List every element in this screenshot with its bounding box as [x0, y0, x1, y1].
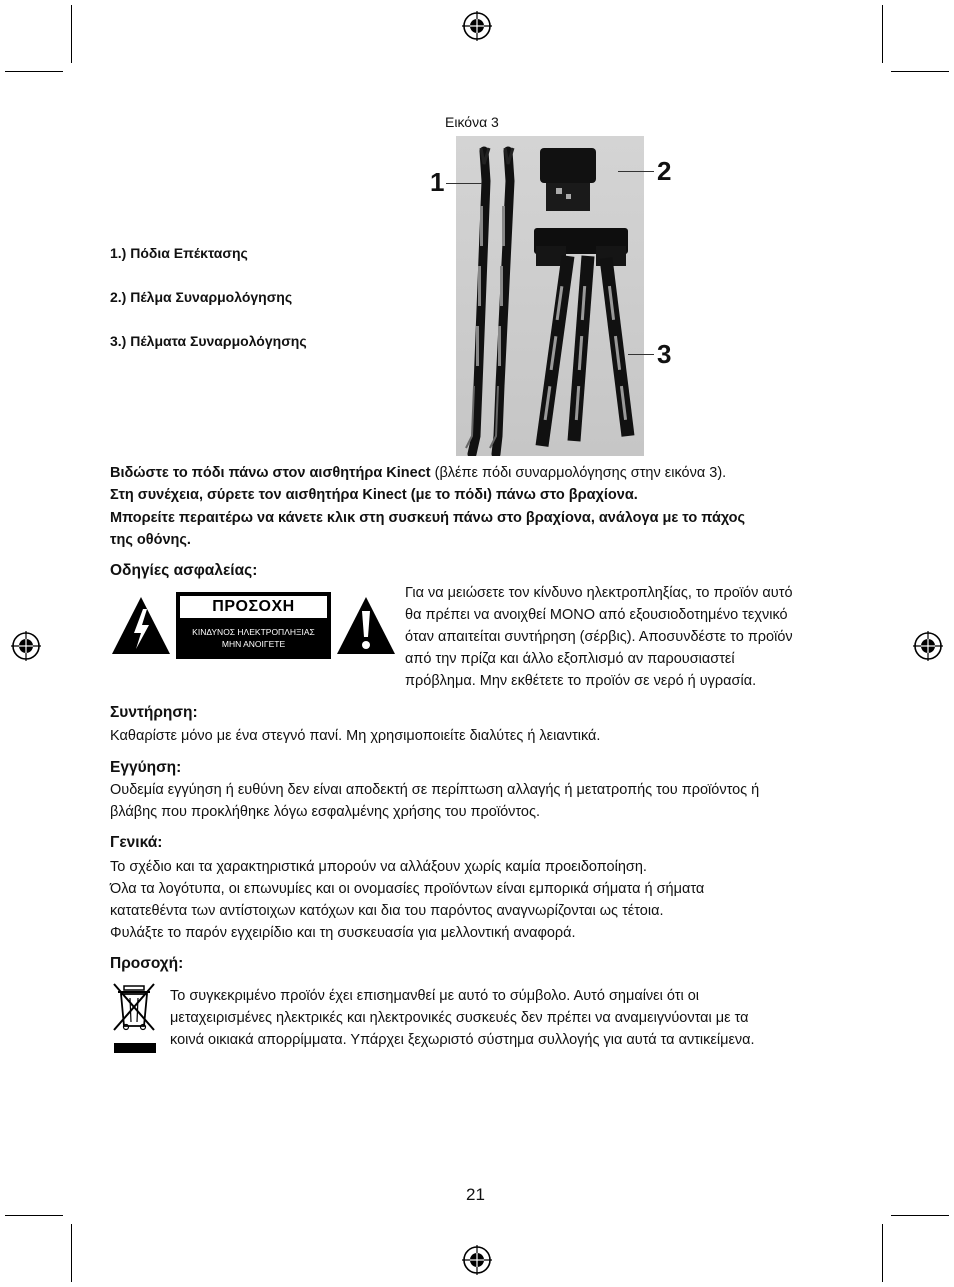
general-text-line-4: Φυλάξτε το παρόν εγχειρίδιο και τη συσκευασία για μελλοντική αναφορά. [110, 925, 576, 941]
electric-shock-warning-icon [110, 595, 172, 657]
warning-label-line-2: ΜΗΝ ΑΝΟΙΓΕΤΕ [221, 639, 286, 649]
instruction-line-1 [110, 462, 726, 484]
exclamation-warning-icon [335, 595, 397, 657]
safety-text-line-3: όταν απαιτείται συντήρηση (σέρβις). Αποσυνδέστε το προϊόν [405, 629, 793, 645]
safety-text-line-2: θα πρέπει να ανοιχθεί ΜΟΝΟ από εξουσιοδοτημένο τεχνικό [405, 607, 788, 623]
safety-text-line-5: πρόβλημα. Μην εκθέτετε το προϊόν σε νερό ή υγρασία. [405, 673, 757, 689]
crop-mark [71, 5, 72, 63]
weee-crossed-bin-icon [110, 980, 158, 1055]
callout-1: 1 [430, 167, 445, 197]
callout-2: 2 [657, 156, 672, 186]
caution-text-line-1: Το συγκεκριμένο προϊόν έχει επισημανθεί με αυτό το σύμβολο. Αυτό σημαίνει ότι οι [170, 988, 700, 1004]
instruction-line-1-rest: (βλέπε πόδι συναρμολόγησης στην εικόνα 3). [430, 465, 727, 481]
crop-mark [882, 5, 883, 63]
crop-mark [71, 1224, 72, 1282]
registration-mark-icon [462, 11, 492, 41]
warranty-text-line-1: Ουδεμία εγγύηση ή ευθύνη δεν είναι αποδεκτή σε περίπτωση αλλαγής ή μετατροπής του προϊόντος ή [110, 782, 760, 798]
warning-label-title: ΠΡΟΣΟΧΗ [180, 596, 327, 618]
warning-label [176, 592, 331, 659]
crop-mark [882, 1224, 883, 1282]
callout-3: 3 [657, 339, 672, 369]
caution-text-line-3: κοινά οικιακά απορρίμματα. Υπάρχει ξεχωριστό σύστημα συλλογής για αυτά τα αντικείμενα. [170, 1032, 755, 1048]
registration-mark-icon [11, 631, 41, 661]
part-item-1: 1.) Πόδια Επέκτασης [110, 245, 248, 261]
part-item-3: 3.) Πέλματα Συναρμολόγησης [110, 333, 307, 349]
mount-parts-illustration [456, 136, 644, 456]
crop-mark [5, 71, 63, 72]
callout-3-leader [628, 354, 654, 355]
crop-mark [891, 71, 949, 72]
general-heading: Γενικά: [110, 834, 163, 851]
registration-mark-icon [913, 631, 943, 661]
instruction-line-4: της οθόνης. [110, 532, 191, 548]
safety-text-line-4: από την πρίζα και άλλο εξοπλισμό αν παρουσιαστεί [405, 651, 735, 667]
instruction-line-1-bold: Βιδώστε το πόδι πάνω στον αισθητήρα Kinect [110, 465, 431, 481]
part-item-2: 2.) Πέλμα Συναρμολόγησης [110, 289, 293, 305]
warning-label-line-1: ΚΙΝΔΥΝΟΣ ΗΛΕΚΤΡΟΠΛΗΞΙΑΣ [192, 627, 315, 637]
product-photo [456, 136, 644, 456]
page-number: 21 [466, 1185, 485, 1204]
general-text-line-2: Όλα τα λογότυπα, οι επωνυμίες και οι ονομασίες προϊόντων είναι εμπορικά σήματα ή σήματα [110, 881, 705, 897]
safety-text-line-1: Για να μειώσετε τον κίνδυνο ηλεκτροπληξίας, το προϊόν αυτό [405, 585, 793, 601]
instruction-line-3: Μπορείτε περαιτέρω να κάνετε κλικ στη συσκευή πάνω στο βραχίονα, ανάλογα με το πάχος [110, 510, 746, 526]
registration-mark-icon [462, 1245, 492, 1275]
instruction-line-2: Στη συνέχεια, σύρετε τον αισθητήρα Kinect (με το πόδι) πάνω στο βραχίονα. [110, 487, 638, 503]
crop-mark [891, 1215, 949, 1216]
callout-2-leader [618, 171, 654, 172]
crop-mark [5, 1215, 63, 1216]
maintenance-heading: Συντήρηση: [110, 704, 198, 721]
warranty-heading: Εγγύηση: [110, 759, 182, 776]
warranty-text-line-2: βλάβης που προκλήθηκε λόγω εσφαλμένης χρήσης του προϊόντος. [110, 804, 540, 820]
callout-1-leader [446, 183, 482, 184]
maintenance-text-line-1: Καθαρίστε μόνο με ένα στεγνό πανί. Μη χρησιμοποιείτε διαλύτες ή λειαντικά. [110, 728, 601, 744]
figure-caption: Εικόνα 3 [445, 114, 499, 130]
safety-heading: Οδηγίες ασφαλείας: [110, 562, 258, 579]
caution-text-line-2: μεταχειρισμένες ηλεκτρικές και ηλεκτρονικές συσκευές δεν πρέπει να αναμειγνύονται με τα [170, 1010, 749, 1026]
general-text-line-3: κατατεθέντα των αντίστοιχων κατόχων και δια του παρόντος αναγνωρίζονται ως τέτοια. [110, 903, 664, 919]
general-text-line-1: Το σχέδιο και τα χαρακτηριστικά μπορούν να αλλάξουν χωρίς καμία προειδοποίηση. [110, 859, 647, 875]
caution-heading: Προσοχή: [110, 955, 184, 972]
